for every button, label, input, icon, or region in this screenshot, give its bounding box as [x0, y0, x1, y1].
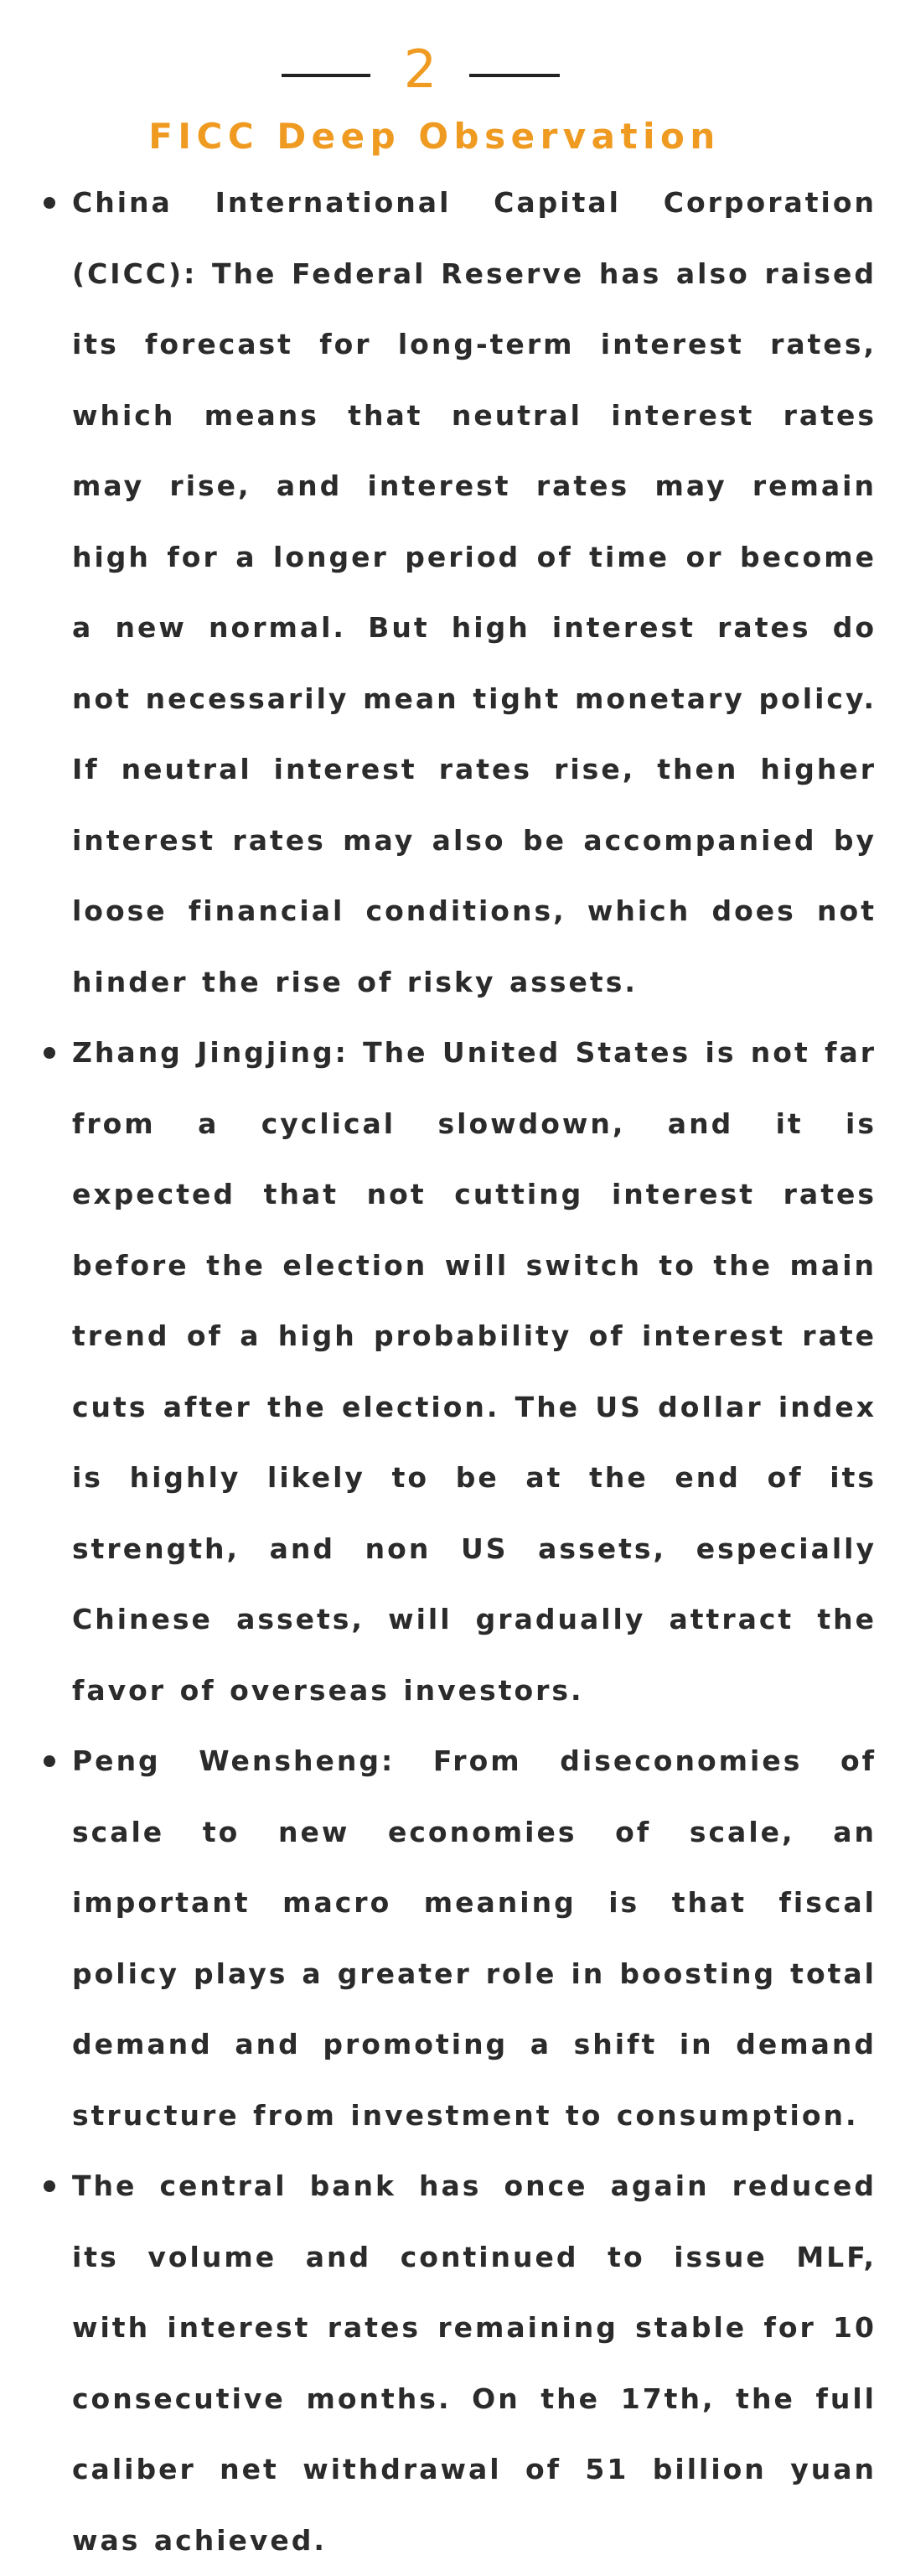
- bullet-icon: [44, 197, 55, 209]
- observation-text: Peng Wensheng: From diseconomies of scale to new economies of scale, an important macro meaning is that fiscal policy plays a greater role in boosting total demand and promoting a shift in demand structure from investment to consumption.: [72, 1744, 877, 2132]
- observation-item-cicc: [72, 168, 877, 1018]
- observation-text: Zhang Jingjing: The United States is not far from a cyclical slowdown, and it is expected that not cutting interest rates before the election will switch to the main trend of a high probability of interest rate cuts after the election. The US dollar index is highly likely to be at the end of its strength, and non US assets, especially Chinese assets, will gradually attract the favor of overseas investors.: [72, 1036, 877, 1707]
- observation-item-zhang-jingjing: [72, 1018, 877, 1726]
- observation-list: [0, 168, 905, 2576]
- section-title: FICC Deep Observation: [148, 116, 721, 157]
- observation-item-peng-wensheng: [72, 1726, 877, 2151]
- observation-text: China International Capital Corporation (CICC): The Federal Reserve has also raised its forecast for long-term interest rates, which means that neutral interest rates may rise, and interest rates may remain high for a longer period of time or become a new normal. But high interest rates do not necessarily mean tight monetary policy. If neutral interest rates rise, then higher interest rates may also be accompanied by loose financial conditions, which does not hinder the rise of risky assets.: [72, 186, 877, 998]
- section-header: [0, 34, 905, 168]
- bullet-icon: [44, 2180, 55, 2192]
- header-divider-right: [469, 74, 560, 77]
- observation-item-central-bank: [72, 2151, 877, 2576]
- bullet-icon: [44, 1047, 55, 1059]
- section-number: 2: [403, 39, 437, 100]
- bullet-icon: [44, 1755, 55, 1767]
- observation-text: The central bank has once again reduced its volume and continued to issue MLF, with interest rates remaining stable for 10 consecutive months. On the 17th, the full caliber net withdrawal of 51 billion yuan was achieved.: [72, 2169, 877, 2557]
